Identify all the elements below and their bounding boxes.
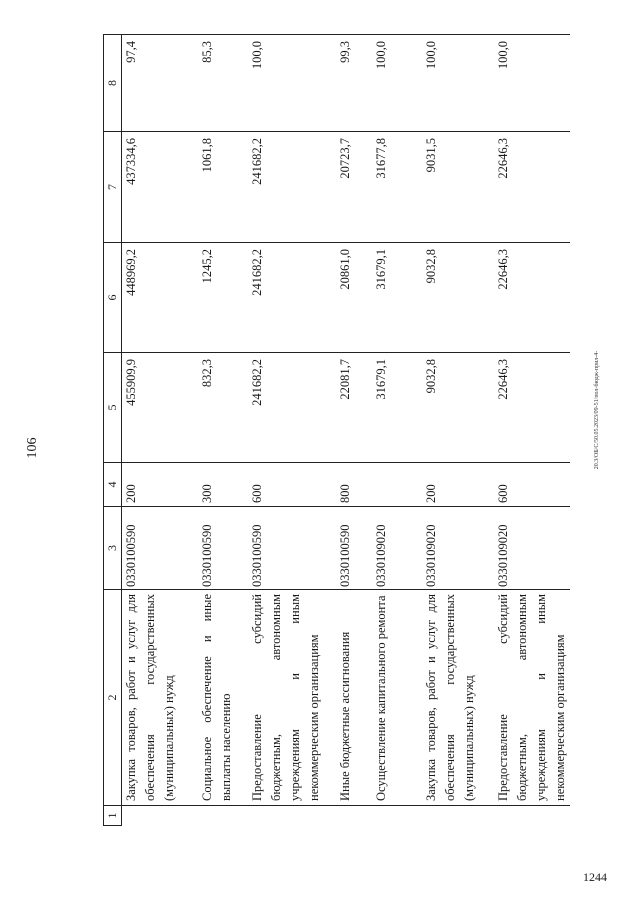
- expense-code: 0330100590: [336, 507, 372, 590]
- value-col5: 455909,9: [122, 353, 198, 463]
- budget-table-container: [103, 35, 567, 826]
- value-col8: 99,3: [336, 35, 372, 132]
- expense-type: 200: [422, 463, 494, 507]
- expense-name: Закупка товаров, работ и услуг для обеспечения государственных (муниципальных) нужд: [122, 590, 198, 806]
- value-col7: 22646,3: [494, 132, 570, 243]
- value-col8: 100,0: [422, 35, 494, 132]
- value-col7: 9031,5: [422, 132, 494, 243]
- expense-type: 800: [336, 463, 372, 507]
- value-col7: 241682,2: [248, 132, 336, 243]
- expense-name: Закупка товаров, работ и услуг для обеспечения государственных (муниципальных) нужд: [422, 590, 494, 806]
- value-col8: 100,0: [494, 35, 570, 132]
- value-col5: 22646,3: [494, 353, 570, 463]
- table-row: [248, 35, 336, 826]
- expense-name: Социальное обеспечение и иные выплаты населению: [198, 590, 248, 806]
- value-col6: 20861,0: [336, 243, 372, 353]
- expense-name: Осуществление капитального ремонта: [372, 590, 422, 806]
- budget-table: [103, 34, 570, 826]
- expense-name: Иные бюджетные ассигнования: [336, 590, 372, 806]
- value-col6: 448969,2: [122, 243, 198, 353]
- value-col6: 241682,2: [248, 243, 336, 353]
- column-header: 7: [104, 132, 122, 243]
- table-row: [198, 35, 248, 826]
- value-col8: 97,4: [122, 35, 198, 132]
- column-header: 1: [104, 806, 122, 826]
- value-col8: 85,3: [198, 35, 248, 132]
- value-col5: 9032,8: [422, 353, 494, 463]
- expense-type: 200: [122, 463, 198, 507]
- value-col5: 31679,1: [372, 353, 422, 463]
- value-col6: 9032,8: [422, 243, 494, 353]
- column-header: 6: [104, 243, 122, 353]
- value-col7: 437334,6: [122, 132, 198, 243]
- expense-name: Предоставление субсидий бюджетным, автономным учреждениям и иным некоммерческим организациям: [248, 590, 336, 806]
- column-header: 2: [104, 590, 122, 806]
- rotated-table-frame: [103, 35, 567, 826]
- page-number: 106: [25, 437, 40, 459]
- value-col5: 22081,7: [336, 353, 372, 463]
- expense-code: 0330109020: [372, 507, 422, 590]
- expense-type: [372, 463, 422, 507]
- expense-name: Предоставление субсидий бюджетным, автономным учреждениям и иным некоммерческим организациям: [494, 590, 570, 806]
- value-col6: 31679,1: [372, 243, 422, 353]
- expense-code: 0330100590: [198, 507, 248, 590]
- table-row: [422, 35, 494, 826]
- expense-type: 600: [248, 463, 336, 507]
- column-header: 5: [104, 353, 122, 463]
- value-col7: 1061,8: [198, 132, 248, 243]
- value-col7: 20723,7: [336, 132, 372, 243]
- expense-code: 0330109020: [422, 507, 494, 590]
- table-row: [494, 35, 570, 826]
- column-header: 8: [104, 35, 122, 132]
- table-row: [372, 35, 422, 826]
- value-col5: 832,3: [198, 353, 248, 463]
- column-header: 4: [104, 463, 122, 507]
- value-col8: 100,0: [248, 35, 336, 132]
- table-header-row: [104, 35, 122, 826]
- expense-code: 0330100590: [122, 507, 198, 590]
- expense-type: 600: [494, 463, 570, 507]
- document-footer-code: 20.3/ОБ/С/50.05.2023/09-51/пол-бюдж-прил-4-: [594, 350, 600, 470]
- expense-code: 0330109020: [494, 507, 570, 590]
- column-header: 3: [104, 507, 122, 590]
- value-col6: 1245,2: [198, 243, 248, 353]
- value-col5: 241682,2: [248, 353, 336, 463]
- expense-code: 0330100590: [248, 507, 336, 590]
- table-row: [122, 35, 198, 826]
- value-col7: 31677,8: [372, 132, 422, 243]
- expense-type: 300: [198, 463, 248, 507]
- value-col8: 100,0: [372, 35, 422, 132]
- table-row: [336, 35, 372, 826]
- value-col6: 22646,3: [494, 243, 570, 353]
- sheet-number: 1244: [583, 870, 607, 884]
